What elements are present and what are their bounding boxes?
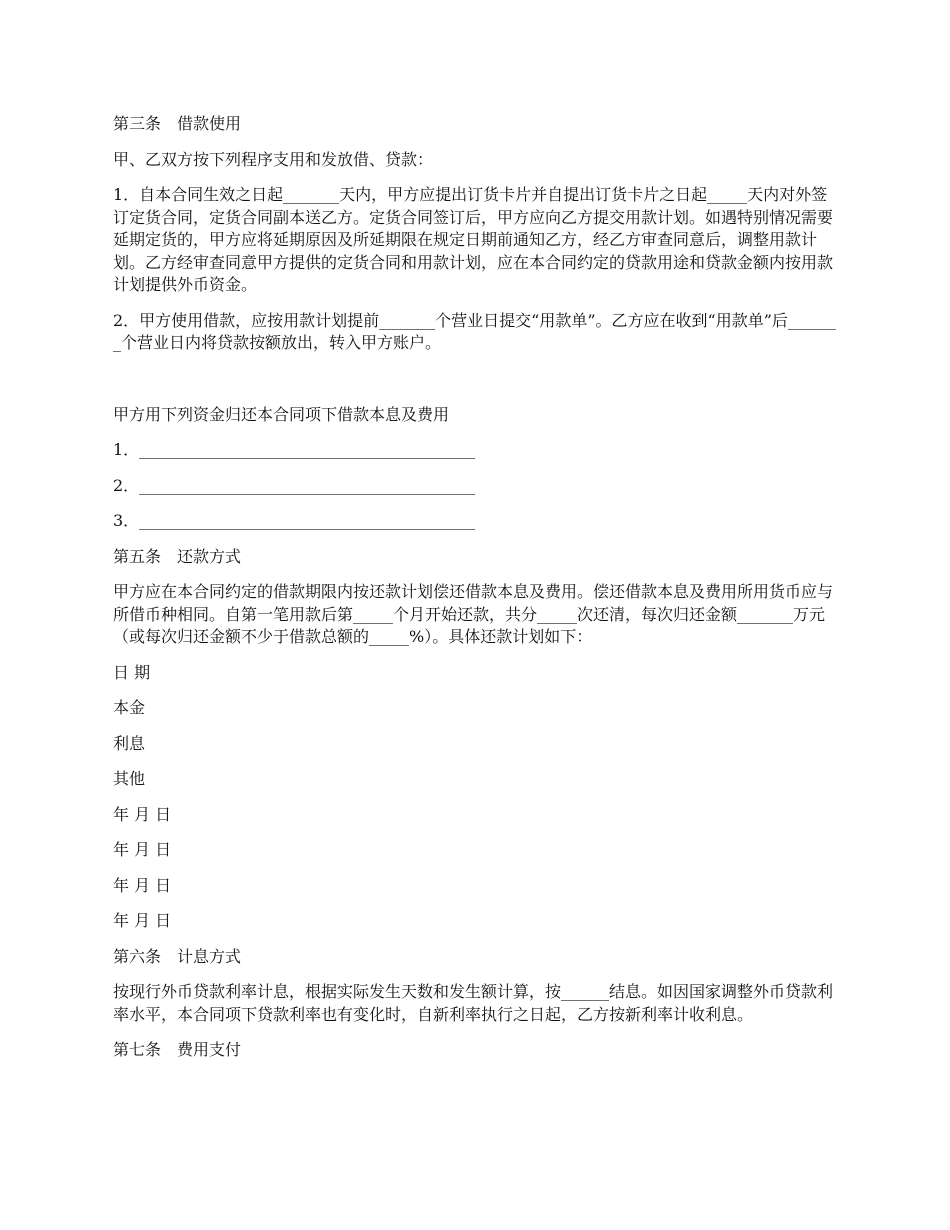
schedule-interest-label: 利息 xyxy=(113,733,146,753)
document-page xyxy=(113,110,843,1062)
schedule-date-row: 年 月 日 xyxy=(113,840,172,859)
repayment-source-line-3: 3．__________________________________________ xyxy=(113,511,476,530)
repayment-source-line-2: 2．__________________________________________ xyxy=(113,475,476,495)
article-6-heading: 第六条 计息方式 xyxy=(113,946,242,966)
schedule-principal-label: 本金 xyxy=(113,698,146,717)
schedule-date-label: 日 期 xyxy=(113,662,151,682)
schedule-date-row: 年 月 日 xyxy=(113,911,172,930)
schedule-date-row: 年 月 日 xyxy=(113,875,172,895)
repayment-source-intro: 甲方用下列资金归还本合同项下借款本息及费用 xyxy=(113,404,450,424)
repayment-source-line-1: 1．__________________________________________ xyxy=(113,440,476,459)
schedule-other-label: 其他 xyxy=(113,769,146,788)
schedule-date-row: 年 月 日 xyxy=(113,804,172,824)
article-3-intro: 甲、乙双方按下列程序支用和发放借、贷款： xyxy=(113,149,434,169)
article-6-body: 按现行外币贷款利率计息，根据实际发生天数和发生额计算，按______结息。如因国家调整外币贷款利率水平，本合同项下贷款利率也有变化时，自新利率执行之日起，乙方按新利率计收利息。 xyxy=(113,982,834,1024)
article-5-heading: 第五条 还款方式 xyxy=(113,546,242,566)
article-3-clause-2: 2．甲方使用借款，应按用款计划提前_______个营业日提交“用款单”。乙方应在收到“用款单”后_______个营业日内将贷款按额放出，转入甲方账户。 xyxy=(113,310,836,352)
article-5-body: 甲方应在本合同约定的借款期限内按还款计划偿还借款本息及费用。偿还借款本息及费用所用货币应与所借币种相同。自第一笔用款后第_____个月开始还款，共分_____次还清，每次归还金额_______万元（或每次归还金额不少于借款总额的_____%）。具体还款计划如下： xyxy=(113,582,834,646)
article-7-heading: 第七条 费用支付 xyxy=(113,1040,242,1059)
article-3-clause-1: 1．自本合同生效之日起_______天内，甲方应提出订货卡片并自提出订货卡片之日起_____天内对外签订定货合同，定货合同副本送乙方。定货合同签订后，甲方应向乙方提交用款计划。如遇特别情况需要延期定货的，甲方应将延期原因及所延期限在规定日期前通知乙方，经乙方审查同意后，调整用款计划。乙方经审查同意甲方提供的定货合同和用款计划，应在本合同约定的贷款用途和贷款金额内按用款计划提供外币资金。 xyxy=(113,185,834,294)
article-3-heading: 第三条 借款使用 xyxy=(113,114,242,133)
